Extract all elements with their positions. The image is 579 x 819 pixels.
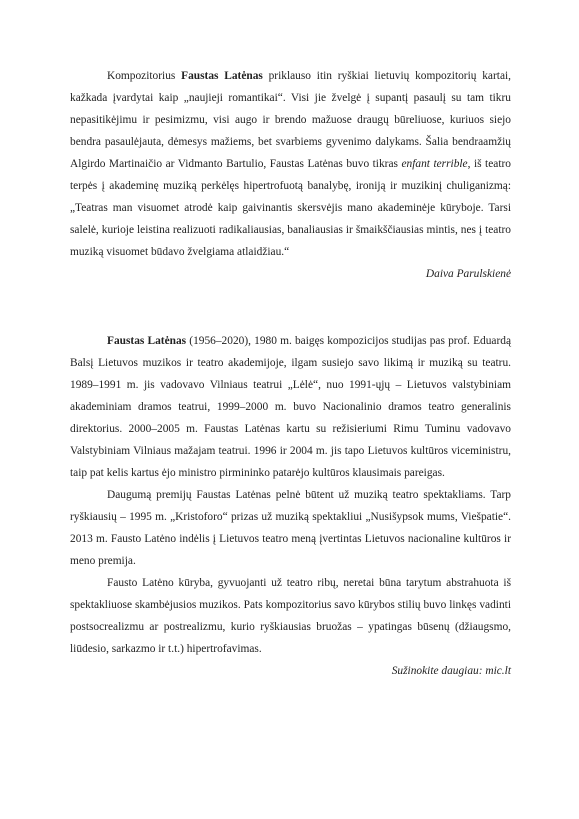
quote-signature: Daiva Parulskienė bbox=[425, 268, 511, 280]
composer-name-bold: Faustas Latėnas bbox=[181, 70, 263, 82]
quote-text-end: , iš teatro terpės į akademinę muziką perkėlęs hipertrofuotą banalybę, ironiją ir muzikinį chuliganizmą: „Teatras man visuomet atrodė kaip gaivinantis skersvėjis mano akademinėje kūryboje. Tarsi salelė, kurioje leistina realizuoti radikaliausias, banaliausias ir šmaikščiausias mintis, nes į teatro muziką visuomet būdavo žvelgiama atlaidžiau.“ bbox=[70, 158, 511, 258]
bio-text-1: (1956–2020), 1980 m. baigęs kompozicijos studijas pas prof. Eduardą Balsį Lietuvos muzikos ir teatro akademijoje, ilgam susiejo savo likimą ir muziką su teatru. 1989–1991 m. jis vadovavo Vilniaus teatrui „Lėlė“, nuo 1991-ųjų – Lietuvos valstybiniam akademiniam dramos teatrui, 1999–2000 m. buvo Nacionalinio dramos teatro generalinis direktorius. 2000–2005 m. Faustas Latėnas kartu su režisieriumi Rimu Tuminu vadovavo Valstybiniam Vilniaus mažajam teatrui. 1996 ir 2004 m. jis tapo Lietuvos kultūros viceministru, taip pat kelis kartus ėjo ministro pirmininko patarėjo kultūros klausimais pareigas. bbox=[70, 335, 512, 479]
quote-section bbox=[70, 65, 511, 285]
bio-paragraph-3: Fausto Latėno kūryba, gyvuojanti už teatro ribų, neretai būna tarytum abstrahuota iš spektakliuose skambėjusios muzikos. Pats kompozitorius savo kūrybos stilių buvo linkęs vadinti postsocrealizmu ar postrealizmu, kurio ryškiausias bruožas – ypatingas būsenų (džiaugsmo, liūdesio, sarkazmo ir t.t.) hipertrofavimas. bbox=[70, 577, 511, 655]
more-info-link: Sužinokite daugiau: mic.lt bbox=[391, 665, 511, 677]
quote-paragraph bbox=[70, 65, 511, 263]
quote-text-middle: priklauso itin ryškiai lietuvių kompozitorių kartai, kažkada įvardytai kaip „naujieji romantikai“. Visi jie žvelgė į supantį pasaulį su tam tikru nepasitikėjimu ir pesimizmu, visi augo ir brendo mažuose draugų būreliuose, kuriuos siejo bendra pasaulėjauta, dėmesys mažiems, bet svarbiems gyvenimo dalykams. Šalia bendraamžių Algirdo Martinaičio ar Vidmanto Bartulio, Faustas Latėnas buvo tikras bbox=[70, 70, 512, 170]
bio-paragraph-1 bbox=[70, 330, 511, 484]
bio-paragraph-2: Daugumą premijų Faustas Latėnas pelnė būtent už muziką teatro spektakliams. Tarp ryškiausių – 1995 m. „Kristoforo“ prizas už muziką spektakliui „Nusišypsok mums, Viešpatie“. 2013 m. Fausto Latėno indėlis į Lietuvos teatro meną įvertintas Lietuvos nacionaline kultūros ir meno premija. bbox=[70, 489, 511, 567]
bio-name-bold: Faustas Latėnas bbox=[107, 335, 187, 347]
enfant-terrible-italic: enfant terrible bbox=[401, 158, 468, 170]
bio-section bbox=[70, 330, 511, 682]
quote-text-start: Kompozitorius bbox=[107, 70, 182, 82]
